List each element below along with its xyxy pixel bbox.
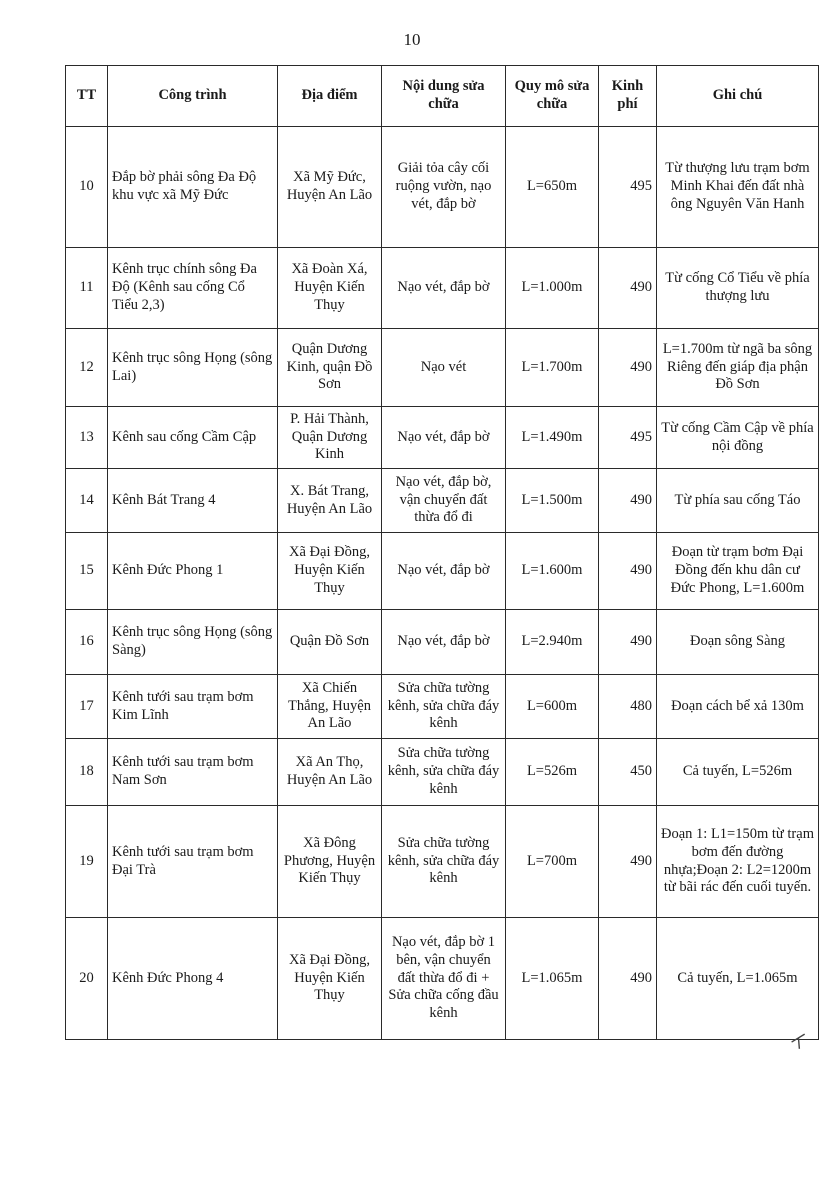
cell-tt: 20 — [66, 918, 108, 1040]
cell-ghi-chu: Đoạn từ trạm bơm Đại Đồng đến khu dân cư Đức Phong, L=1.600m — [657, 533, 819, 610]
cell-kinh-phi: 490 — [599, 329, 657, 407]
cell-quy-mo: L=1.065m — [506, 918, 599, 1040]
table-row — [66, 610, 819, 675]
cell-quy-mo: L=1.490m — [506, 407, 599, 469]
cell-cong-trinh: Kênh sau cống Cầm Cập — [108, 407, 278, 469]
cell-tt: 11 — [66, 248, 108, 329]
cell-kinh-phi: 495 — [599, 407, 657, 469]
cell-kinh-phi: 450 — [599, 739, 657, 806]
cell-tt: 13 — [66, 407, 108, 469]
cell-cong-trinh: Kênh trục sông Họng (sông Lai) — [108, 329, 278, 407]
header-tt: TT — [66, 66, 108, 127]
cell-ghi-chu: Cả tuyến, L=1.065m — [657, 918, 819, 1040]
cell-noi-dung: Sửa chữa tường kênh, sửa chữa đáy kênh — [382, 739, 506, 806]
cell-quy-mo: L=1.600m — [506, 533, 599, 610]
cell-cong-trinh: Kênh trục chính sông Đa Độ (Kênh sau cống Cổ Tiểu 2,3) — [108, 248, 278, 329]
cell-ghi-chu: Cả tuyến, L=526m — [657, 739, 819, 806]
header-dia-diem: Địa điểm — [278, 66, 382, 127]
cell-dia-diem: P. Hải Thành, Quận Dương Kinh — [278, 407, 382, 469]
header-quy-mo: Quy mô sửa chữa — [506, 66, 599, 127]
cell-dia-diem: Xã Chiến Thắng, Huyện An Lão — [278, 675, 382, 739]
cell-noi-dung: Nạo vét, đắp bờ — [382, 407, 506, 469]
cell-tt: 18 — [66, 739, 108, 806]
cell-ghi-chu: Đoạn sông Sàng — [657, 610, 819, 675]
cell-quy-mo: L=700m — [506, 806, 599, 918]
cell-dia-diem: Xã Mỹ Đức, Huyện An Lão — [278, 127, 382, 248]
cell-cong-trinh: Kênh tưới sau trạm bơm Kim Lĩnh — [108, 675, 278, 739]
table-row — [66, 918, 819, 1040]
cell-quy-mo: L=1.500m — [506, 469, 599, 533]
cell-kinh-phi: 490 — [599, 469, 657, 533]
cell-ghi-chu: Từ cống Cầm Cập về phía nội đồng — [657, 407, 819, 469]
cell-tt: 12 — [66, 329, 108, 407]
cell-kinh-phi: 480 — [599, 675, 657, 739]
table-row — [66, 469, 819, 533]
table-row — [66, 533, 819, 610]
cell-cong-trinh: Kênh Đức Phong 4 — [108, 918, 278, 1040]
cell-ghi-chu: Đoạn cách bể xả 130m — [657, 675, 819, 739]
cell-quy-mo: L=2.940m — [506, 610, 599, 675]
header-cong-trinh: Công trình — [108, 66, 278, 127]
cell-kinh-phi: 490 — [599, 918, 657, 1040]
cell-quy-mo: L=1.000m — [506, 248, 599, 329]
cell-dia-diem: Xã An Thọ, Huyện An Lão — [278, 739, 382, 806]
cell-noi-dung: Nạo vét, đắp bờ 1 bên, vận chuyển đất thừa đổ đi + Sửa chữa cống đầu kênh — [382, 918, 506, 1040]
table-header-row — [66, 66, 819, 127]
cell-cong-trinh: Kênh Đức Phong 1 — [108, 533, 278, 610]
cell-ghi-chu: Đoạn 1: L1=150m từ trạm bơm đến đường nhựa;Đoạn 2: L2=1200m từ bãi rác đến cuối tuyến. — [657, 806, 819, 918]
cell-kinh-phi: 490 — [599, 248, 657, 329]
table-row — [66, 407, 819, 469]
cell-quy-mo: L=600m — [506, 675, 599, 739]
cell-dia-diem: Quận Đồ Sơn — [278, 610, 382, 675]
cell-dia-diem: Xã Đại Đồng, Huyện Kiến Thụy — [278, 918, 382, 1040]
cell-ghi-chu: Từ cống Cổ Tiểu về phía thượng lưu — [657, 248, 819, 329]
table-row — [66, 806, 819, 918]
cell-quy-mo: L=1.700m — [506, 329, 599, 407]
table-row — [66, 127, 819, 248]
cell-noi-dung: Nạo vét, đắp bờ, vận chuyển đất thừa đổ đi — [382, 469, 506, 533]
cell-dia-diem: Quận Dương Kinh, quận Đồ Sơn — [278, 329, 382, 407]
cell-tt: 17 — [66, 675, 108, 739]
cell-noi-dung: Sửa chữa tường kênh, sửa chữa đáy kênh — [382, 675, 506, 739]
cell-cong-trinh: Đắp bờ phải sông Đa Độ khu vực xã Mỹ Đức — [108, 127, 278, 248]
header-kinh-phi: Kinh phí — [599, 66, 657, 127]
cell-tt: 16 — [66, 610, 108, 675]
cell-ghi-chu: Từ thượng lưu trạm bơm Minh Khai đến đất nhà ông Nguyên Văn Hanh — [657, 127, 819, 248]
cell-cong-trinh: Kênh Bát Trang 4 — [108, 469, 278, 533]
cell-dia-diem: Xã Đoàn Xá, Huyện Kiến Thụy — [278, 248, 382, 329]
cell-dia-diem: Xã Đại Đồng, Huyện Kiến Thụy — [278, 533, 382, 610]
cell-tt: 15 — [66, 533, 108, 610]
cell-noi-dung: Nạo vét — [382, 329, 506, 407]
cell-cong-trinh: Kênh tưới sau trạm bơm Đại Trà — [108, 806, 278, 918]
table-row — [66, 248, 819, 329]
cell-noi-dung: Nạo vét, đắp bờ — [382, 610, 506, 675]
cell-kinh-phi: 490 — [599, 533, 657, 610]
cell-kinh-phi: 495 — [599, 127, 657, 248]
cell-tt: 14 — [66, 469, 108, 533]
cell-noi-dung: Nạo vét, đắp bờ — [382, 248, 506, 329]
cell-ghi-chu: Từ phía sau cống Táo — [657, 469, 819, 533]
cell-cong-trinh: Kênh trục sông Họng (sông Sàng) — [108, 610, 278, 675]
cell-quy-mo: L=650m — [506, 127, 599, 248]
header-ghi-chu: Ghi chú — [657, 66, 819, 127]
header-noi-dung: Nội dung sửa chữa — [382, 66, 506, 127]
repair-works-table — [65, 65, 819, 1040]
cell-noi-dung: Sửa chữa tường kênh, sửa chữa đáy kênh — [382, 806, 506, 918]
cell-noi-dung: Nạo vét, đắp bờ — [382, 533, 506, 610]
table-row — [66, 739, 819, 806]
cell-cong-trinh: Kênh tưới sau trạm bơm Nam Sơn — [108, 739, 278, 806]
cell-kinh-phi: 490 — [599, 610, 657, 675]
cell-noi-dung: Giải tỏa cây cối ruộng vườn, nạo vét, đắp bờ — [382, 127, 506, 248]
cell-quy-mo: L=526m — [506, 739, 599, 806]
cell-tt: 19 — [66, 806, 108, 918]
cell-dia-diem: X. Bát Trang, Huyện An Lão — [278, 469, 382, 533]
cell-tt: 10 — [66, 127, 108, 248]
table-row — [66, 329, 819, 407]
page-number: 10 — [403, 30, 421, 49]
cell-ghi-chu: L=1.700m từ ngã ba sông Riêng đến giáp địa phận Đồ Sơn — [657, 329, 819, 407]
table-row — [66, 675, 819, 739]
cell-kinh-phi: 490 — [599, 806, 657, 918]
cell-dia-diem: Xã Đông Phương, Huyện Kiến Thụy — [278, 806, 382, 918]
